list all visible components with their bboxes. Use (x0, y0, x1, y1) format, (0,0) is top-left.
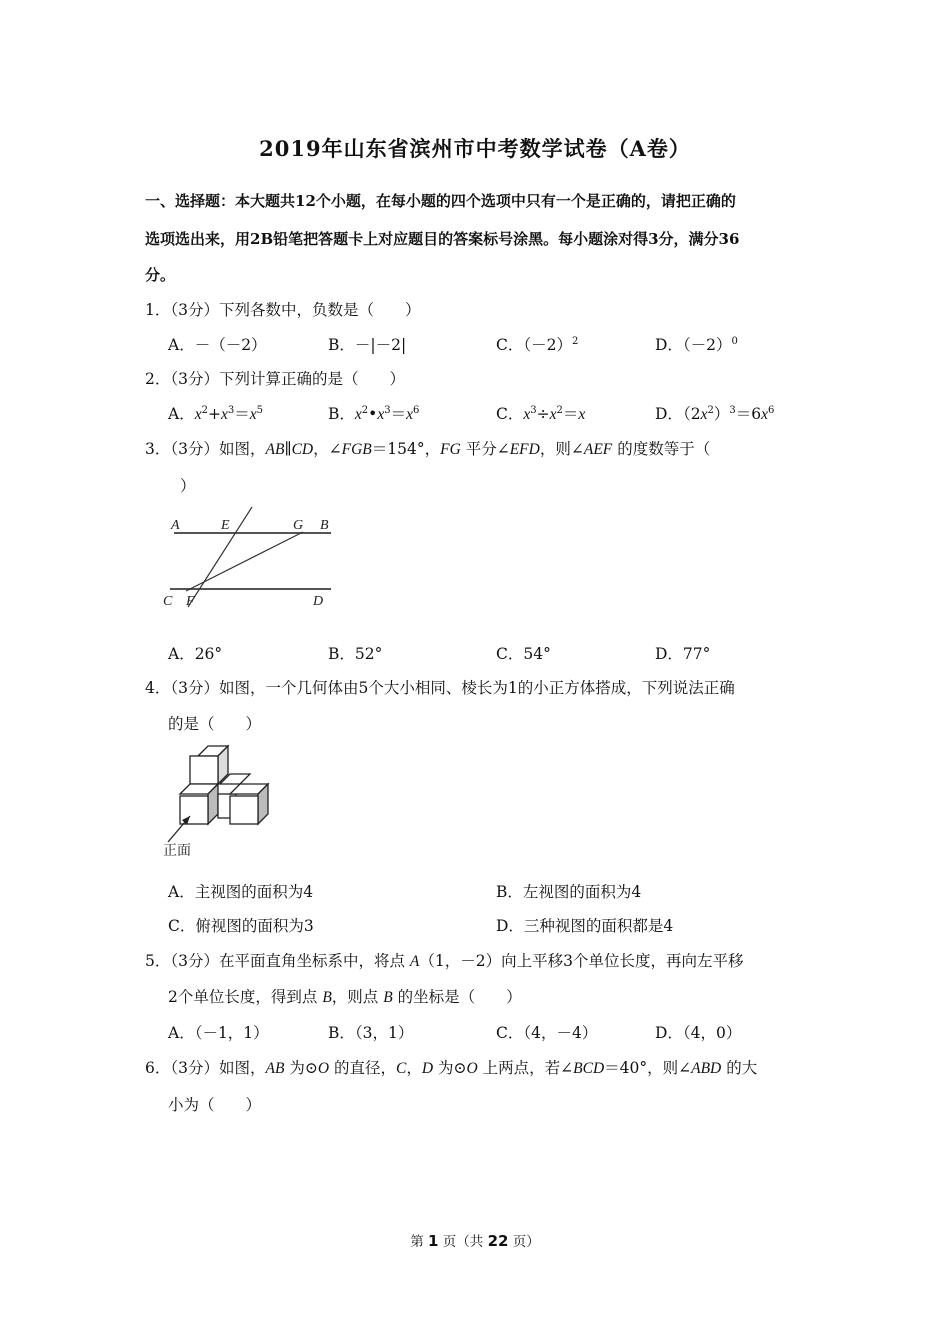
question-1-stem: 1．（3分）下列各数中，负数是（ ） (145, 301, 421, 319)
question-5-stem: 5．（3分）在平面直角坐标系中，将点 A（1，－2）向上平移3个单位长度，再向左平移 (145, 952, 744, 970)
q2-option-d: D．$(2x^2)^3=6x^6$ (655, 404, 775, 423)
label-c: C (163, 594, 173, 609)
q3-parallel-lines-figure (160, 505, 340, 615)
label-a: A (171, 518, 180, 533)
page-footer: 第 1 页（共 22 页） (410, 1232, 540, 1250)
question-2-stem: 2．（3分）下列计算正确的是（ ） (145, 370, 405, 388)
question-6-stem: 6．（3分）如图，AB 为⊙O 的直径，C，D 为⊙O 上两点，若∠BCD＝40°，则∠ABD 的大 (145, 1059, 758, 1077)
label-e: E (221, 518, 230, 533)
label-f: F (186, 594, 195, 609)
exam-title: 2019年山东省滨州市中考数学试卷（A卷） (259, 136, 691, 161)
section-instructions-line-2: 选项选出来，用2B铅笔把答题卡上对应题目的答案标号涂黑。每小题涂对得3分，满分36 (145, 230, 740, 248)
label-g: G (293, 518, 304, 533)
q3-option-c: C．54° (496, 645, 551, 663)
label-d: D (313, 594, 324, 609)
q2-option-a: A．$x^2+x^3=x^5$ (168, 404, 264, 423)
q2-option-b: B．$x^2•x^3=x^6$ (328, 404, 420, 423)
q4-option-a: A．主视图的面积为4 (168, 883, 314, 901)
label-b: B (320, 518, 329, 533)
line-ef (188, 507, 252, 607)
q3-option-b: B．52° (328, 645, 383, 663)
q5-option-b: B．（3，1） (328, 1024, 414, 1042)
q2-option-c: C．$x^3\div x^2=x$ (496, 404, 586, 423)
question-6-stem-cont: 小为（ ） (168, 1096, 262, 1114)
line-fg (186, 532, 303, 591)
q5-option-d: D．（4，0） (655, 1024, 742, 1042)
q3-option-d: D．77° (655, 645, 711, 663)
q1-option-c: C．$(-2)^2$ (496, 335, 579, 354)
q3-option-a: A．26° (168, 645, 223, 663)
q5-option-c: C．（4，－4） (496, 1024, 598, 1042)
q1-option-a: A．－（－2） (168, 336, 267, 354)
q4-option-b: B．左视图的面积为4 (496, 883, 642, 901)
front-label: 正面 (163, 843, 191, 859)
q4-option-d: D．三种视图的面积都是4 (496, 917, 674, 935)
q4-cubes-figure (160, 742, 280, 862)
question-4-stem-cont: 的是（ ） (168, 715, 262, 733)
question-5-stem-cont: 2个单位长度，得到点 B，则点 B 的坐标是（ ） (168, 988, 522, 1006)
section-instructions-line-1: 一、选择题：本大题共12个小题，在每小题的四个选项中只有一个是正确的，请把正确的 (145, 192, 736, 210)
section-instructions-line-3: 分。 (145, 266, 176, 284)
q4-option-c: C．俯视图的面积为3 (168, 917, 314, 935)
question-4-stem: 4．（3分）如图，一个几何体由5个大小相同、棱长为1的小正方体搭成，下列说法正确 (145, 679, 735, 697)
question-3-stem-cont: ） (180, 477, 196, 495)
q1-option-b: B．－|－2| (328, 336, 407, 354)
q1-option-d: D．$(-2)^0$ (655, 335, 738, 354)
question-3-stem: 3．（3分）如图，AB∥CD，∠FGB＝154°，FG 平分∠EFD，则∠AEF 的度数等于（ (145, 440, 711, 458)
q5-option-a: A．（－1，1） (168, 1024, 269, 1042)
